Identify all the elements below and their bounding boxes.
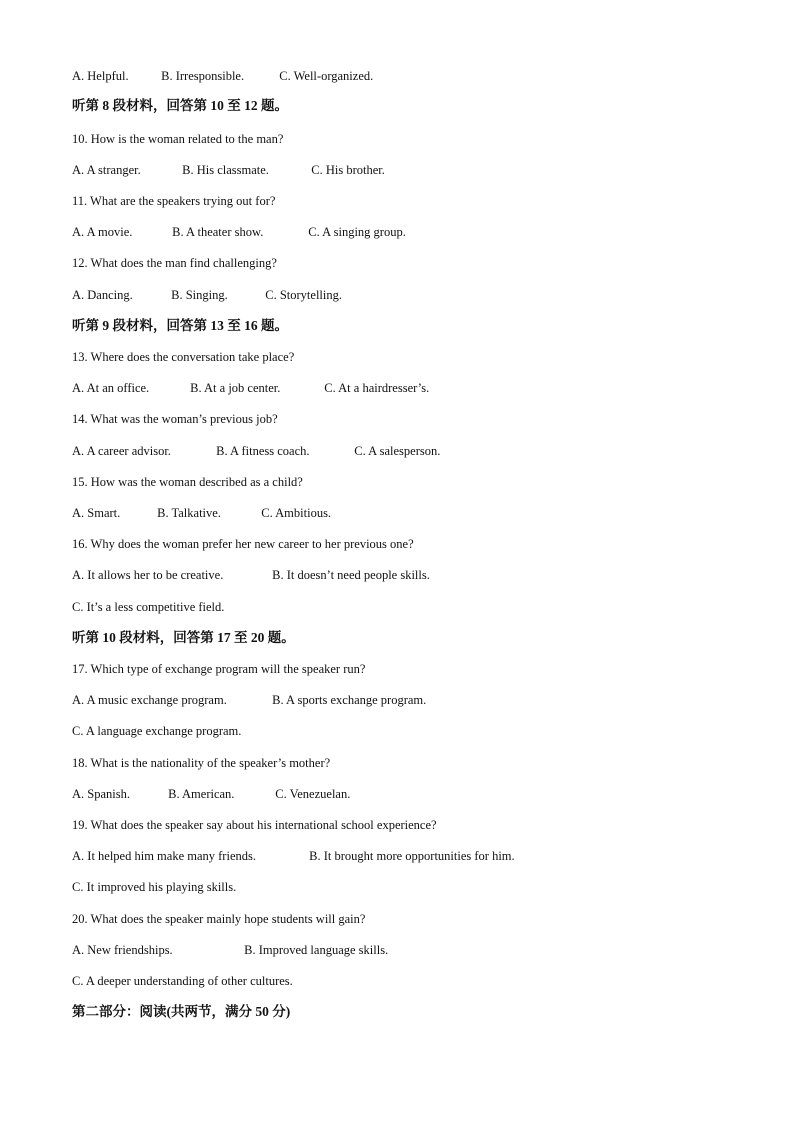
option-a: A. Spanish.	[72, 787, 130, 801]
part-heading: 第二部分：阅读(共两节，满分 50 分)	[72, 1004, 291, 1019]
option-b: B. American.	[168, 787, 235, 801]
option-a: A. It helped him make many friends.	[72, 849, 256, 863]
question-text: 18. What is the nationality of the speaker’s mother?	[72, 756, 331, 770]
option-b: B. Singing.	[171, 288, 228, 302]
option-c: C. Ambitious.	[261, 506, 332, 520]
option-a: A. Smart.	[72, 506, 121, 520]
question-text: 14. What was the woman’s previous job?	[72, 412, 278, 426]
question-text: 19. What does the speaker say about his international school experience?	[72, 818, 437, 832]
option-b: B. His classmate.	[182, 163, 269, 177]
option-a: A. A movie.	[72, 225, 133, 239]
option-c: C. Well-organized.	[279, 69, 374, 83]
option-c: C. It’s a less competitive field.	[72, 600, 225, 614]
option-a: A. Helpful.	[72, 69, 129, 83]
option-b: B. It brought more opportunities for him.	[309, 849, 515, 863]
options-line	[72, 786, 350, 802]
options-line	[72, 68, 373, 84]
option-a: A. New friendships.	[72, 943, 173, 957]
section-heading: 听第 10 段材料，回答第 17 至 20 题。	[72, 630, 295, 645]
option-a: A. A stranger.	[72, 163, 141, 177]
option-c: C. It improved his playing skills.	[72, 880, 237, 894]
question-text: 10. How is the woman related to the man?	[72, 132, 284, 146]
option-a: A. At an office.	[72, 381, 150, 395]
section-heading: 听第 8 段材料，回答第 10 至 12 题。	[72, 98, 288, 113]
option-a: A. A music exchange program.	[72, 693, 227, 707]
options-line	[72, 879, 236, 895]
option-b: B. It doesn’t need people skills.	[272, 568, 430, 582]
question-text: 13. Where does the conversation take place?	[72, 350, 295, 364]
options-line	[72, 224, 406, 240]
option-b: B. At a job center.	[190, 381, 281, 395]
options-line	[72, 287, 342, 303]
options-line	[72, 443, 440, 459]
option-c: C. A language exchange program.	[72, 724, 242, 738]
question-text: 12. What does the man find challenging?	[72, 256, 277, 270]
options-line	[72, 848, 515, 864]
options-line	[72, 599, 224, 615]
option-a: A. It allows her to be creative.	[72, 568, 224, 582]
options-line	[72, 942, 388, 958]
option-a: A. A career advisor.	[72, 444, 171, 458]
option-b: B. A sports exchange program.	[272, 693, 427, 707]
option-b: B. Improved language skills.	[244, 943, 389, 957]
question-text: 17. Which type of exchange program will the speaker run?	[72, 662, 366, 676]
options-line	[72, 505, 331, 521]
section-heading: 听第 9 段材料，回答第 13 至 16 题。	[72, 318, 288, 333]
option-c: C. Venezuelan.	[275, 787, 351, 801]
question-text: 16. Why does the woman prefer her new career to her previous one?	[72, 537, 414, 551]
options-line	[72, 692, 426, 708]
options-line	[72, 162, 385, 178]
option-a: A. Dancing.	[72, 288, 133, 302]
option-c: C. At a hairdresser’s.	[324, 381, 430, 395]
options-line	[72, 380, 429, 396]
option-c: C. His brother.	[311, 163, 385, 177]
options-line	[72, 973, 293, 989]
option-b: B. Talkative.	[157, 506, 221, 520]
option-b: B. Irresponsible.	[161, 69, 245, 83]
option-b: B. A fitness coach.	[216, 444, 310, 458]
option-c: C. Storytelling.	[265, 288, 342, 302]
options-line	[72, 723, 241, 739]
question-text: 20. What does the speaker mainly hope students will gain?	[72, 912, 366, 926]
question-text: 11. What are the speakers trying out for?	[72, 194, 276, 208]
options-line	[72, 567, 430, 583]
option-b: B. A theater show.	[172, 225, 264, 239]
option-c: C. A salesperson.	[354, 444, 441, 458]
option-c: C. A singing group.	[308, 225, 406, 239]
option-c: C. A deeper understanding of other cultures.	[72, 974, 293, 988]
question-text: 15. How was the woman described as a child?	[72, 475, 303, 489]
